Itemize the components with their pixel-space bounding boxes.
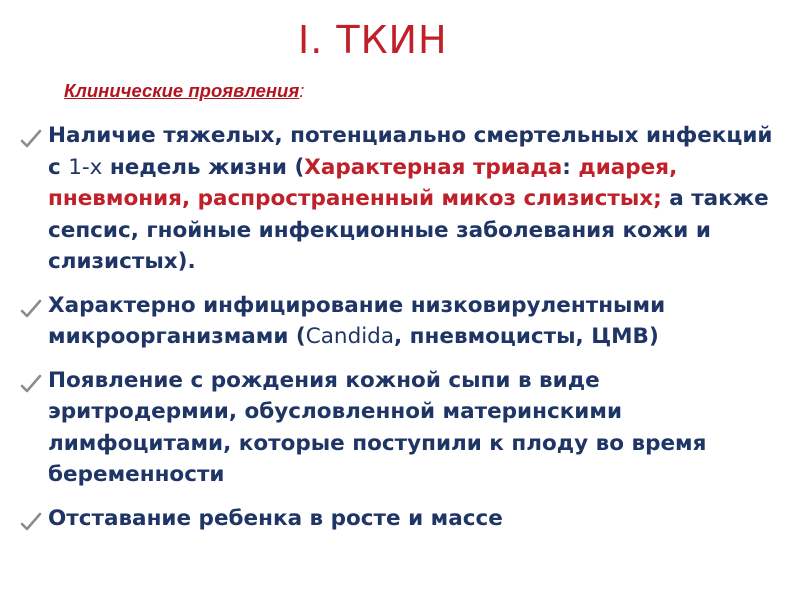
bullet-text-week: 1-х — [68, 154, 103, 180]
bullet-text: Отставание ребенка в росте и массе — [48, 505, 503, 531]
checkmark-icon — [20, 299, 42, 319]
bullet-text: а также сепсис, гнойные инфекционные заболевания кожи и слизистых). — [48, 186, 769, 274]
bullet-item-severe-infections — [20, 120, 790, 278]
bullet-text: Появление с рождения кожной сыпи в виде эритродермии, обусловленной материнскими лимфоцитами, которые поступили к плоду во время беременности — [48, 367, 707, 487]
slide-title: I. ТКИН — [298, 18, 448, 62]
bullet-text: , пневмоцисты, ЦМВ) — [394, 324, 659, 349]
bullet-item-growth-delay — [20, 503, 790, 535]
bullet-text: Наличие тяжелых, потенциально смертельных инфекций с — [48, 123, 773, 180]
triad-label: Характерная триада — [304, 154, 563, 180]
checkmark-icon — [20, 374, 42, 394]
checkmark-icon — [20, 512, 42, 532]
subtitle — [64, 80, 304, 102]
triad-items: диарея, пневмония, распространенный микоз слизистых; — [48, 154, 678, 211]
subtitle-text: Клинические проявления — [64, 80, 300, 101]
bullet-text: : — [562, 154, 571, 180]
bullet-text: Характерно инфицирование низковирулентными микроорганизмами ( — [48, 292, 666, 349]
bullet-text-candida: Candida — [305, 324, 395, 349]
checkmark-icon — [20, 129, 42, 149]
bullet-text: недель жизни ( — [102, 154, 305, 180]
subtitle-colon: : — [299, 80, 305, 101]
bullet-item-rash — [20, 365, 790, 491]
bullet-list — [20, 120, 790, 534]
bullet-item-low-virulence — [20, 290, 790, 353]
